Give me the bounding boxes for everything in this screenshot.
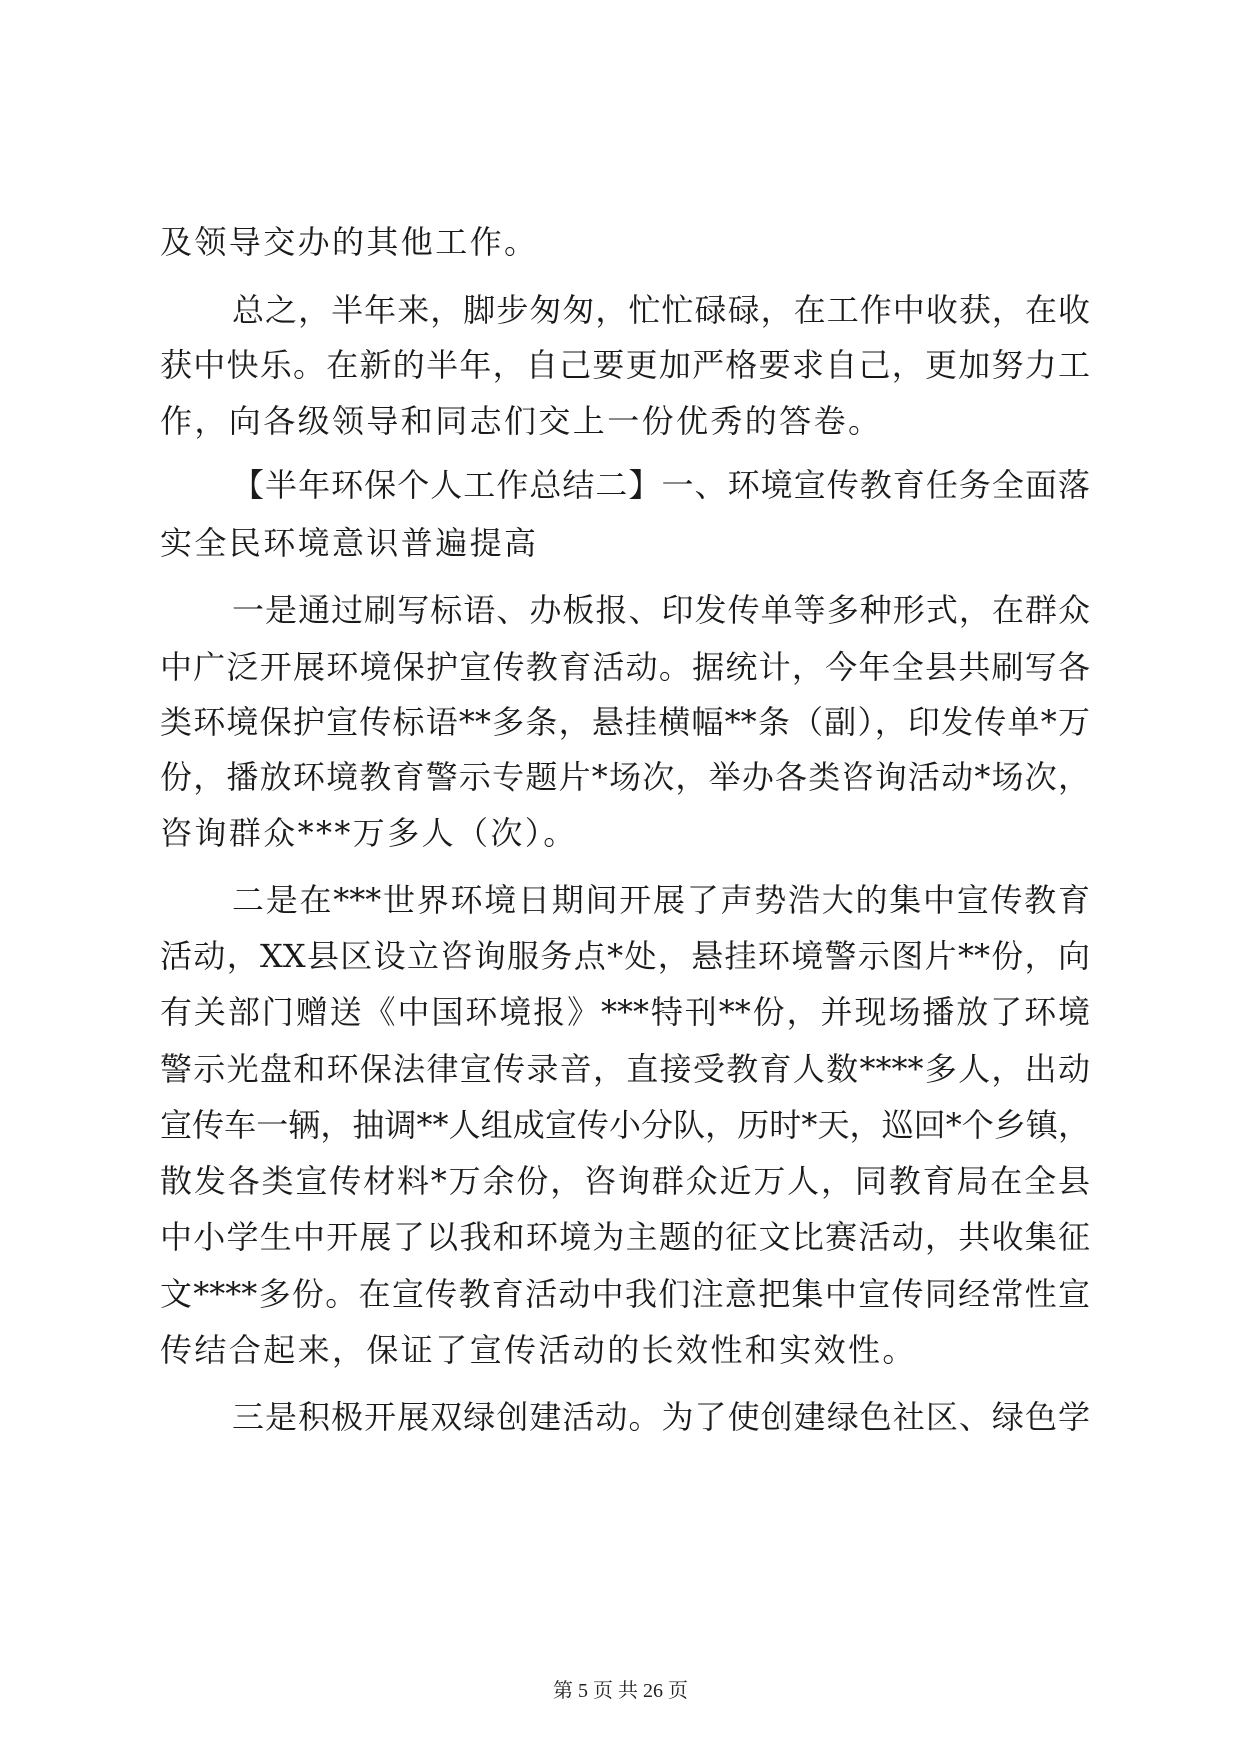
text-line: 传结合起来，保证了宣传活动的长效性和实效性。: [160, 1331, 917, 1369]
text-line: 宣传车一辆，抽调**人组成宣传小分队，历时*天，巡回*个乡镇，: [160, 1106, 1090, 1144]
text-line: 类环境保护宣传标语**多条，悬挂横幅**条（副），印发传单*万: [160, 703, 1090, 741]
text-line: 二是在***世界环境日期间开展了声势浩大的集中宣传教育: [232, 881, 1090, 919]
text-line: 实全民环境意识普遍提高: [160, 524, 539, 562]
text-line: 活动，XX县区设立咨询服务点*处，悬挂环境警示图片**份，向: [160, 937, 1090, 975]
text-line: 获中快乐。在新的半年，自己要更加严格要求自己，更加努力工: [160, 346, 1090, 384]
text-line: 咨询群众***万多人（次）。: [160, 814, 578, 852]
text-line: 散发各类宣传材料*万余份，咨询群众近万人，同教育局在全县: [160, 1162, 1090, 1200]
text-line: 总之，半年来，脚步匆匆，忙忙碌碌，在工作中收获，在收: [232, 291, 1090, 329]
page-number: 第 5 页 共 26 页: [553, 1680, 688, 1702]
text-line: 份，播放环境教育警示专题片*场次，举办各类咨询活动*场次，: [160, 758, 1090, 796]
text-line: 有关部门赠送《中国环境报》***特刊**份，并现场播放了环境: [160, 993, 1090, 1031]
text-line: 警示光盘和环保法律宣传录音，直接受教育人数****多人，出动: [160, 1050, 1090, 1088]
text-line: 作，向各级领导和同志们交上一份优秀的答卷。: [160, 402, 883, 440]
text-line: 三是积极开展双绿创建活动。为了使创建绿色社区、绿色学: [232, 1398, 1090, 1436]
text-line: 【半年环保个人工作总结二】一、环境宣传教育任务全面落: [232, 466, 1090, 504]
text-line: 中广泛开展环境保护宣传教育活动。据统计，今年全县共刷写各: [160, 648, 1090, 686]
text-line: 及领导交办的其他工作。: [160, 223, 539, 261]
text-line: 一是通过刷写标语、办板报、印发传单等多种形式，在群众: [232, 591, 1090, 629]
text-line: 文****多份。在宣传教育活动中我们注意把集中宣传同经常性宣: [160, 1275, 1090, 1313]
text-line: 中小学生中开展了以我和环境为主题的征文比赛活动，共收集征: [160, 1218, 1090, 1256]
